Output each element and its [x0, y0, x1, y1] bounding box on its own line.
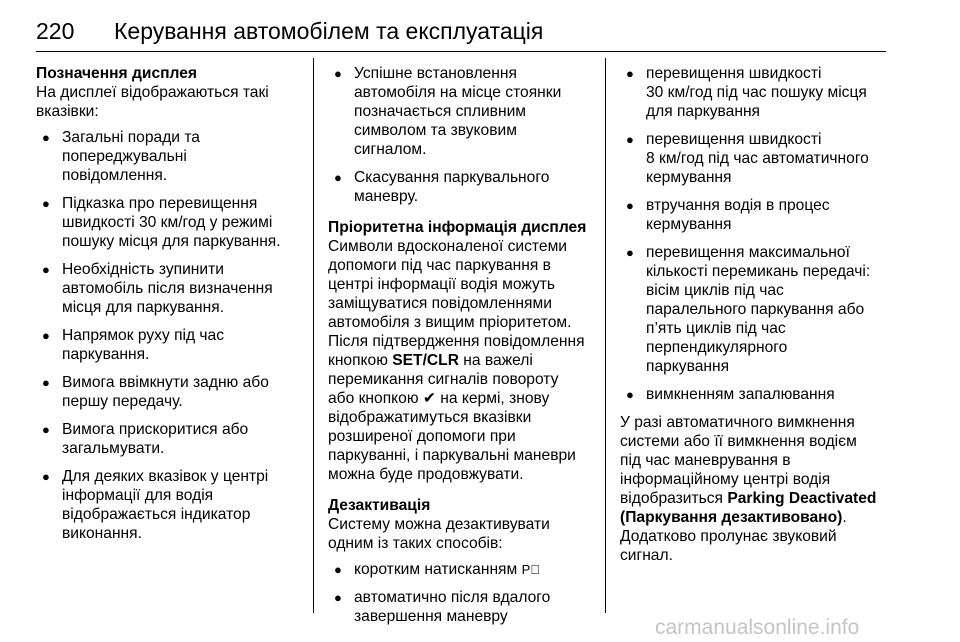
checkmark-icon: ✔ [422, 390, 436, 407]
parking-deactivated-message-ua: (Паркування дезактивовано) [620, 509, 843, 526]
column-divider-1 [313, 58, 314, 613]
page-title: Керування автомобілем та експлуатація [114, 18, 544, 44]
list-item [620, 385, 890, 404]
text-line: Підказка про перевищення [62, 195, 258, 212]
display-indications-list-cont [328, 64, 596, 206]
text-line: кермування [646, 216, 732, 233]
section-heading-priority: Пріоритетна інформація дисплея [328, 219, 587, 236]
bullet-icon: ● [42, 196, 50, 211]
parking-button-icon: P⃣ [521, 562, 540, 577]
list-item [328, 64, 596, 159]
list-item: ● коротким натисканням P⃣ [334, 561, 540, 578]
bullet-icon: ● [334, 66, 342, 81]
text-line: маневру. [354, 188, 419, 205]
deactivation-conditions-list [620, 64, 890, 404]
text-line: кермування [646, 169, 732, 186]
display-indications-list [36, 128, 306, 543]
section-heading-display: Позначення дисплея [36, 65, 198, 82]
priority-paragraph: Символи вдосконаленої системи допомоги під час паркування в центрі інформації водія можуть заміщуватися повідомленнями автомобіля з вищим пріоритетом. Після підтвердження повідомлення кнопкою SET/CLR на важелі перемикання сигналів повороту або кнопкою ✔ на кермі, знову відображатимуться вказівки розширеної допомоги при паркуванні, і паркувальні маневри можна буде продовжувати. [328, 238, 585, 483]
text-line: швидкості 30 км/год у режимі [62, 214, 273, 231]
list-item [328, 168, 596, 206]
text-line: Напрямок руху під час [62, 327, 225, 344]
text-line: повідомлення. [62, 167, 168, 184]
text-line: перпендикулярного [646, 339, 788, 356]
watermark: carmanualsonline.info [655, 616, 860, 639]
text-line: відображатимуться вказівки [328, 409, 532, 426]
text-line: відображається індикатор [62, 506, 251, 523]
text-line: розширеної допомоги при [328, 428, 516, 445]
text-line: сигнал. [620, 547, 673, 564]
text-line: 8 км/год під час автоматичного [646, 150, 869, 167]
bullet-icon: ● [626, 245, 634, 260]
list-item [36, 194, 306, 251]
text-line: завершення маневру [354, 608, 508, 625]
text-line: кількості перемикань передачі: [646, 263, 871, 280]
column-3 [620, 64, 890, 565]
text-line: перевищення максимальної [646, 244, 850, 261]
text-line: для паркування [646, 103, 761, 120]
text-line: Вимога ввімкнути задню або [62, 374, 269, 391]
column-divider-2 [605, 58, 606, 613]
bullet-icon: ● [626, 387, 634, 402]
page-number: 220 [36, 18, 75, 44]
set-clr-key: SET/CLR [392, 352, 459, 369]
bullet-icon: ● [42, 422, 50, 437]
text-line: п’ять циклів під час [646, 320, 786, 337]
text-line: системи або її вимкнення водієм [620, 433, 857, 450]
text-line: інформації для водія [62, 487, 214, 504]
header-rule [36, 51, 886, 52]
text-line: інформаційному центрі водія [620, 471, 831, 488]
text-line: паркуванні, і паркувальні маневри [328, 447, 576, 464]
section-heading-deactivation: Дезактивація [328, 497, 431, 514]
text-line: Після підтвердження повідомлення [328, 333, 585, 350]
column-1 [36, 64, 306, 543]
text-line: втручання водія в процес [646, 197, 830, 214]
list-item [36, 128, 306, 185]
text-line: центрі інформації водія можуть [328, 276, 556, 293]
bullet-icon: ● [626, 66, 634, 81]
text-line: перевищення швидкості [646, 131, 822, 148]
text-line: пошуку місця для паркування. [62, 233, 281, 250]
list-item [36, 467, 306, 543]
text-line: У разі автоматичного вимкнення [620, 414, 855, 431]
deactivation-message-paragraph: У разі автоматичного вимкнення системи або її вимкнення водієм під час маневрування в інформаційному центрі водія відобразиться Parking Deactivated (Паркування дезактивовано). Додатково пролунає звуковий сигнал. [620, 414, 877, 564]
text-line: Вимога прискоритися або [62, 421, 249, 438]
text-line: допомоги під час паркування в [328, 257, 551, 274]
text-line: виконання. [62, 525, 142, 542]
bullet-icon: ● [42, 130, 50, 145]
deactivation-list [328, 560, 596, 626]
text-line: Скасування паркувального [354, 169, 550, 186]
list-item [328, 588, 596, 626]
bullet-icon: ● [334, 170, 342, 185]
list-item [620, 64, 890, 121]
list-item [620, 130, 890, 187]
text-line: Додатково пролунає звуковий [620, 528, 837, 545]
page-header [36, 18, 886, 52]
text-line: вимкненням запалювання [646, 386, 835, 403]
text-line: автомобіля з вищим пріоритетом. [328, 314, 572, 331]
text-line: Символи вдосконаленої системи [328, 238, 567, 255]
bullet-icon: ● [334, 562, 342, 577]
text-line: паркування. [62, 346, 150, 363]
bullet-icon: ● [42, 262, 50, 277]
bullet-icon: ● [42, 328, 50, 343]
text-line: Необхідність зупинити [62, 261, 224, 278]
text-line: автомобіль після визначення [62, 280, 273, 297]
text-line: попереджувальні [62, 148, 187, 165]
text-line: загальмувати. [62, 440, 165, 457]
display-intro: На дисплеї відображаються такі вказівки: [36, 84, 269, 120]
text-line: позначається спливним [354, 103, 527, 120]
text-line: автоматично після вдалого [354, 589, 551, 606]
text-line: першу передачу. [62, 393, 183, 410]
bullet-icon: ● [42, 469, 50, 484]
text-line: Загальні поради та [62, 129, 200, 146]
bullet-icon: ● [626, 132, 634, 147]
deactivation-paragraph [328, 515, 596, 553]
text-line: заміщуватися повідомленнями [328, 295, 552, 312]
list-item [36, 420, 306, 458]
text-line: автомобіля на місце стоянки [354, 84, 562, 101]
list-item [620, 196, 890, 234]
text-line: 30 км/год під час пошуку місця [646, 84, 867, 101]
text-line: паралельного паркування або [646, 301, 865, 318]
text-line: символом та звуковим [354, 122, 517, 139]
text-line: Систему можна дезактивувати [328, 516, 550, 533]
text-line: вісім циклів під час [646, 282, 784, 299]
list-item [620, 243, 890, 376]
text-line: паркування [646, 358, 730, 375]
text-line: місця для паркування. [62, 299, 225, 316]
text-line: під час маневрування в [620, 452, 791, 469]
list-item [36, 260, 306, 317]
column-2 [328, 64, 596, 626]
text-line: перевищення швидкості [646, 65, 822, 82]
text-line: можна буде продовжувати. [328, 466, 524, 483]
text-line: одним із таких способів: [328, 535, 503, 552]
parking-deactivated-message: Parking Deactivated [727, 490, 877, 507]
text-line: Для деяких вказівок у центрі [62, 468, 269, 485]
bullet-icon: ● [42, 375, 50, 390]
list-item [36, 326, 306, 364]
bullet-icon: ● [626, 198, 634, 213]
text-line: Успішне встановлення [354, 65, 517, 82]
list-item [36, 373, 306, 411]
text-line: сигналом. [354, 141, 427, 158]
bullet-icon: ● [334, 590, 342, 605]
